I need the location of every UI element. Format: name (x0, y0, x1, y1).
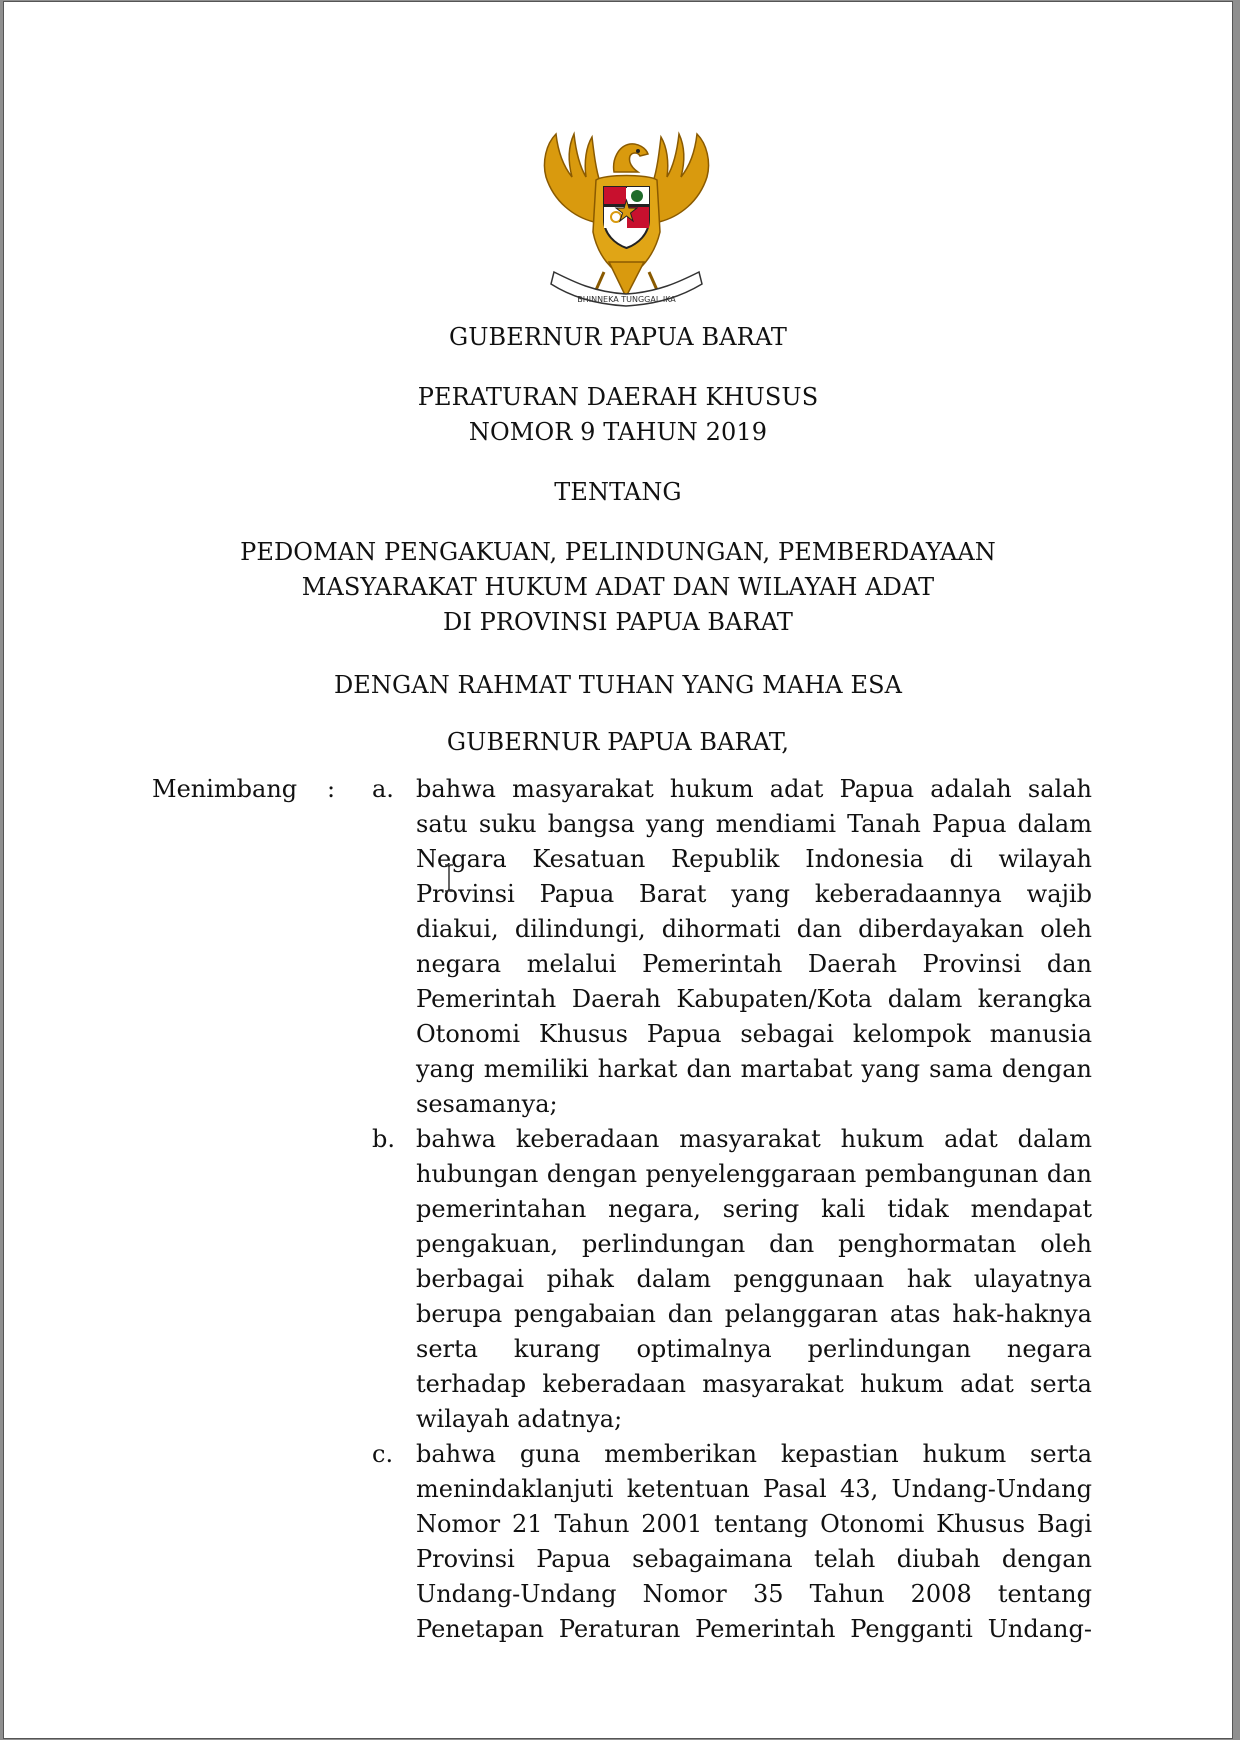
invocation: DENGAN RAHMAT TUHAN YANG MAHA ESA (333, 671, 903, 699)
regulation-type: PERATURAN DAERAH KHUSUS (417, 383, 819, 411)
subject-line-1: PEDOMAN PENGAKUAN, PELINDUNGAN, PEMBERDAYAAN (240, 538, 996, 566)
item-text: bahwa masyarakat hukum adat Papua adalah salah satu suku bangsa yang mendiami Tanah Papua dalam Negara Kesatuan Republik Indonesia di wilayah Provinsi Papua Barat yang keberadaannya wajib diakui, dilindungi, dihormati dan diberdayakan oleh negara melalui Pemerintah Daerah Provinsi dan Pemerintah Daerah Kabupaten/Kota dalam kerangka Otonomi Khusus Papua sebagai kelompok manusia yang memiliki harkat dan martabat yang sama dengan sesamanya; (416, 775, 1092, 1118)
garuda-pancasila-emblem (534, 122, 719, 312)
subject-line-3: DI PROVINSI PAPUA BARAT (442, 608, 793, 636)
document-page (4, 2, 1232, 1738)
issuer-heading: GUBERNUR PAPUA BARAT (448, 323, 788, 351)
emblem-motto: BHINNEKA TUNGGAL IKA (577, 295, 676, 304)
text-cursor-icon (444, 864, 454, 892)
item-text: bahwa guna memberikan kepastian hukum serta menindaklanjuti ketentuan Pasal 43, Undang-Undang Nomor 21 Tahun 2001 tentang Otonomi Khusus Bagi Provinsi Papua sebagaimana telah diubah dengan Undang-Undang Nomor 35 Tahun 2008 tentang Penetapan Peraturan Pemerintah Pengganti Undang- (416, 1440, 1092, 1643)
considering-separator: : (327, 775, 336, 803)
item-text: bahwa keberadaan masyarakat hukum adat dalam hubungan dengan penyelenggaraan pembangunan dan pemerintahan negara, sering kali tidak mendapat pengakuan, perlindungan dan penghormatan oleh berbagai pihak dalam penggunaan hak ulayatnya berupa pengabaian dan pelanggaran atas hak-haknya serta kurang optimalnya perlindungan negara terhadap keberadaan masyarakat hukum adat serta wilayah adatnya; (416, 1125, 1092, 1433)
regulation-number: NOMOR 9 TAHUN 2019 (468, 418, 768, 446)
issuer-with-comma: GUBERNUR PAPUA BARAT, (446, 728, 790, 756)
subject-line-2: MASYARAKAT HUKUM ADAT DAN WILAYAH ADAT (301, 573, 935, 601)
item-marker: c. (372, 1440, 394, 1468)
about-label: TENTANG (554, 478, 682, 506)
item-marker: a. (372, 775, 394, 803)
item-marker: b. (372, 1125, 395, 1153)
considering-label: Menimbang (152, 775, 298, 803)
